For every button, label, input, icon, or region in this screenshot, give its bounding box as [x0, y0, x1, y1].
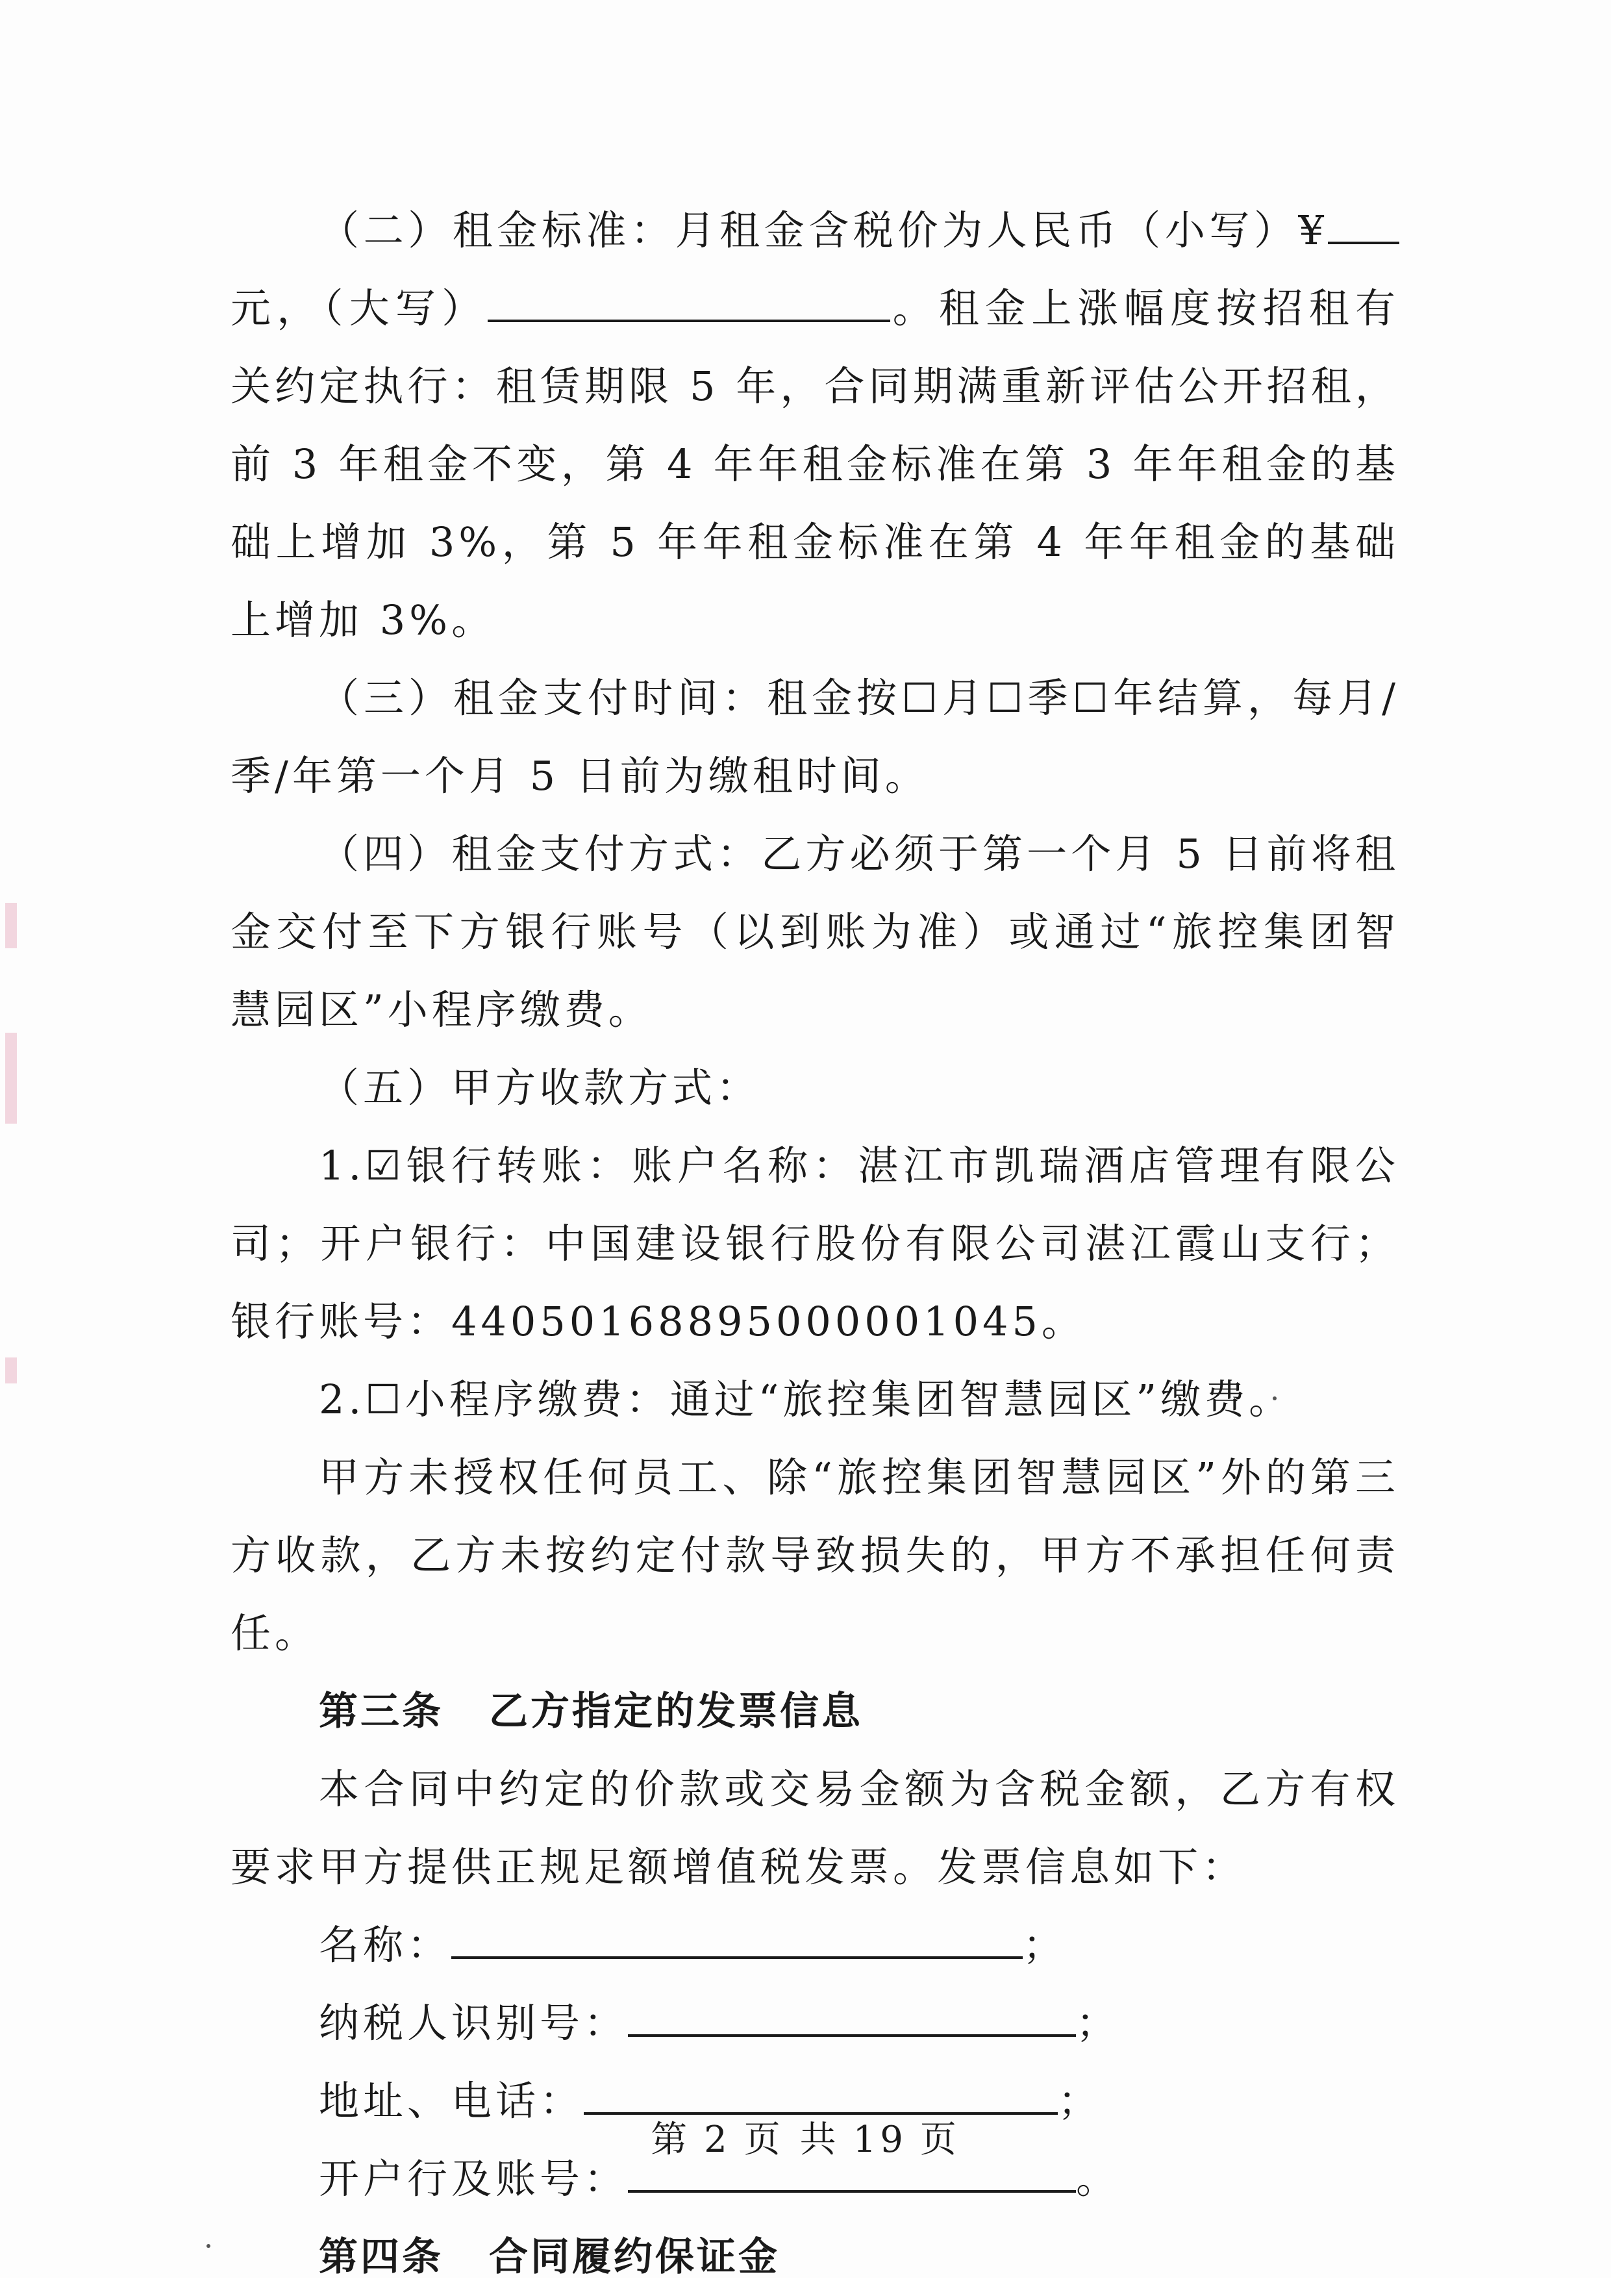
invoice-address-end: ；	[1058, 2077, 1103, 2125]
article3-heading	[231, 1672, 1399, 1750]
rent-standard-text-2: 元，（大写）	[231, 284, 488, 332]
invoice-bank-label: 开户行及账号：	[319, 2155, 629, 2202]
invoice-name-label: 名称：	[319, 1921, 452, 1969]
article4-title: 合同履约保证金	[489, 2234, 780, 2280]
footer-page-mid: 页 共	[743, 2119, 840, 2161]
footer-page-number: 2	[704, 2119, 731, 2161]
scan-dust	[206, 2244, 210, 2248]
bank-transfer-paragraph: 1.☑银行转账：账户名称：湛江市凯瑞酒店管理有限公司；开户银行：中国建设银行股份有限公司湛江霞山支行；银行账号：44050168895000001045。	[231, 1142, 1399, 1345]
invoice-name-row	[231, 1906, 1399, 1984]
article4-heading	[231, 2218, 1399, 2296]
rent-standard-text-3: 。租金上涨幅度按招租有关约定执行：租赁期限 5 年，合同期满重新评估公开招租，前 3 年租金不变，第 4 年年租金标准在第 3 年年租金的基础上增加 3%，第 5 年年租金标准在第 4 年年租金的基础上增加 3%。	[231, 284, 1399, 644]
invoice-taxid-label: 纳税人识别号：	[319, 1999, 629, 2047]
monthly-rent-lowercase-blank	[1328, 204, 1399, 244]
scan-edge-mark	[5, 1033, 17, 1124]
rent-standard-text-1: （二）租金标准：月租金含税价为人民币（小写）¥	[319, 207, 1328, 254]
mini-program-paragraph: 2.☐小程序缴费：通过“旅控集团智慧园区”缴费。	[319, 1376, 1293, 1423]
monthly-rent-uppercase-blank	[488, 282, 890, 322]
footer-total-pages: 19	[853, 2119, 907, 2161]
article4-number: 第四条	[319, 2234, 443, 2280]
scan-edge-mark	[5, 1357, 17, 1383]
article3-intro: 本合同中约定的价款或交易金额为含税金额，乙方有权要求甲方提供正规足额增值税发票。发票信息如下：	[231, 1765, 1399, 1891]
scan-edge-mark	[5, 903, 17, 948]
invoice-bank-end: 。	[1076, 2155, 1121, 2202]
invoice-name-end: ；	[1023, 1921, 1068, 1969]
article3-title: 乙方指定的发票信息	[489, 1689, 863, 1734]
invoice-taxid-row	[231, 1984, 1399, 2062]
disclaimer-paragraph: 甲方未授权任何员工、除“旅控集团智慧园区”外的第三方收款，乙方未按约定付款导致损失的，甲方不承担任何责任。	[231, 1454, 1399, 1657]
article3-number: 第三条	[319, 1689, 443, 1734]
payment-time-paragraph: （三）租金支付时间：租金按☐月☐季☐年结算，每月/季/年第一个月 5 日前为缴租时间。	[231, 674, 1399, 800]
invoice-address-blank	[584, 2075, 1058, 2115]
document-body	[231, 192, 1399, 2296]
invoice-name-blank	[451, 1919, 1023, 1959]
invoice-taxid-end: ；	[1076, 1999, 1121, 2047]
rent-standard-paragraph	[231, 192, 1399, 659]
invoice-address-label: 地址、电话：	[319, 2077, 584, 2125]
collection-method-heading: （五）甲方收款方式：	[319, 1064, 761, 1111]
invoice-taxid-blank	[628, 1997, 1076, 2037]
footer-page-end: 页	[919, 2119, 960, 2161]
page-footer	[0, 2111, 1611, 2163]
footer-page-label: 第	[651, 2119, 692, 2161]
payment-method-paragraph: （四）租金支付方式：乙方必须于第一个月 5 日前将租金交付至下方银行账号（以到账为准）或通过“旅控集团智慧园区”小程序缴费。	[231, 830, 1399, 1033]
